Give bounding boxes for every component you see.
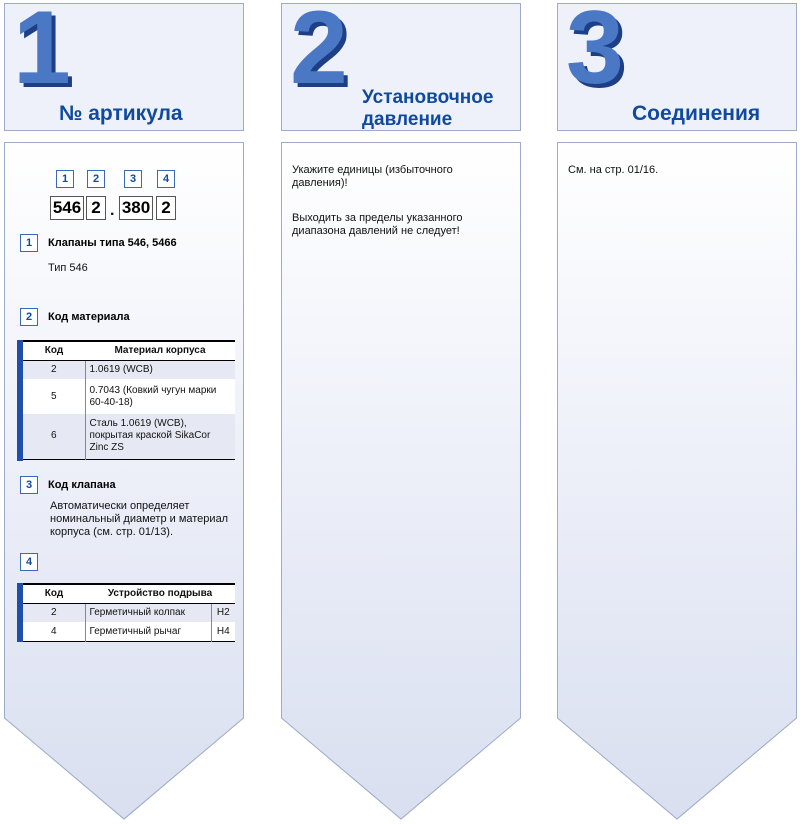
code-separator: . — [110, 202, 115, 219]
header-number: 3 — [566, 3, 620, 106]
row-material: 1.0619 (WCB) — [85, 361, 235, 380]
row-code: 6 — [23, 414, 85, 460]
code-position-1: 1 — [56, 170, 74, 188]
column-2-panel — [281, 142, 521, 820]
connections-reference: См. на стр. 01/16. — [568, 164, 659, 176]
section-1-text: Тип 546 — [48, 262, 88, 274]
row-device: Герметичный колпак — [85, 604, 211, 623]
section-4-number: 4 — [20, 553, 38, 571]
header-title: Соединения — [632, 102, 761, 125]
material-table — [23, 340, 235, 460]
header-title-line2: давление — [362, 109, 453, 130]
lifting-device-table — [23, 583, 235, 642]
row-code: 5 — [23, 380, 85, 414]
header-number: 2 — [290, 3, 344, 106]
row-tag: H2 — [211, 604, 235, 623]
table-header-code: Код — [23, 341, 85, 361]
table-header-code: Код — [23, 584, 85, 604]
row-tag: H4 — [211, 623, 235, 642]
header-title: № артикула — [59, 102, 183, 125]
table-header-material: Материал корпуса — [85, 341, 235, 361]
row-code: 2 — [23, 604, 85, 623]
pressure-units-note: Укажите единицы (избыточного давления)! — [292, 164, 453, 189]
header-number: 1 — [13, 3, 67, 106]
header-connections — [557, 3, 797, 131]
table-row — [23, 380, 235, 414]
row-device: Герметичный рычаг — [85, 623, 211, 642]
code-position-4: 4 — [157, 170, 175, 188]
row-code: 4 — [23, 623, 85, 642]
code-value-1: 546 — [50, 196, 84, 220]
code-position-2: 2 — [87, 170, 105, 188]
header-title-line1: Установочное — [362, 87, 494, 108]
header-article-number — [4, 3, 244, 131]
section-3-title: Код клапана — [48, 479, 116, 491]
table-row — [23, 604, 235, 623]
row-code: 2 — [23, 361, 85, 380]
header-set-pressure — [281, 3, 521, 131]
row-material: Сталь 1.0619 (WCB), покрытая краской SikaCor Zinc ZS — [85, 414, 235, 460]
section-2-number: 2 — [20, 308, 38, 326]
section-3-number: 3 — [20, 476, 38, 494]
section-1-number: 1 — [20, 234, 38, 252]
section-2-title: Код материала — [48, 311, 130, 323]
code-value-3: 380 — [119, 196, 153, 220]
pressure-range-note: Выходить за пределы указанного диапазона давлений не следует! — [292, 212, 463, 237]
section-1-title: Клапаны типа 546, 5466 — [48, 237, 177, 249]
code-position-3: 3 — [124, 170, 142, 188]
table-row — [23, 414, 235, 460]
code-value-2: 2 — [86, 196, 106, 220]
table-header-device: Устройство подрыва — [85, 584, 235, 604]
code-value-4: 2 — [156, 196, 176, 220]
table-row — [23, 361, 235, 380]
table-row — [23, 623, 235, 642]
column-3-panel — [557, 142, 797, 820]
row-material: 0.7043 (Ковкий чугун марки 60-40-18) — [85, 380, 235, 414]
section-3-text: Автоматически определяет номинальный диаметр и материал корпуса (см. стр. 01/13). — [50, 500, 229, 538]
